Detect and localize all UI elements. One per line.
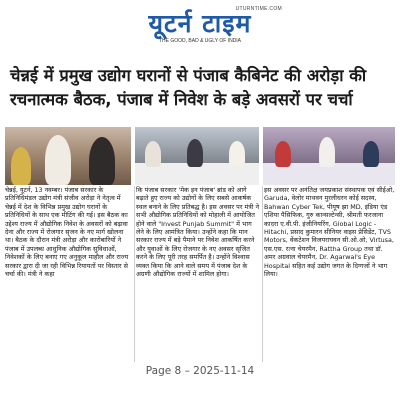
- column-divider: [134, 186, 135, 362]
- article-column-3: इस अवसर पर अनंतिक्ष जयप्रकाश संस्थापक एवं सीईओ, Garuda, वेलोर माथवन मुरलीधरन कोई सदस्य, Bahwan Cyber Tek, पीयूष झा MD, इंडिया एंड एशिया पैसिफिक, गुरु कान्सल्टेन्सी, श्रीमती फरजाना कादरा ए.वी.पी. इंजीनियरिंग, Global Logic - Hitachi, प्रसाद कुमारन सीनियर वाइस प्रेसिडेंट, TVS Motors, वेंकटेशन विजयराघवन सी.ओ.ओ, Virtusa, एस.एस. रत्ना चेयरमैन, Rattha Group तथा डॉ. अमर अग्रवाल चेयरमैन, Dr. Agarwal's Eye Hospital सहित कई उद्योग जगत के दिग्गजों ने भाग लिया।: [264, 186, 395, 279]
- meeting-photo-2: [135, 127, 259, 185]
- meeting-photo-1: [5, 127, 131, 185]
- meeting-photo-3: [263, 127, 395, 185]
- site-url: UTURNTIME.COM: [235, 6, 282, 12]
- article-headline: चेन्नई में प्रमुख उद्योग घरानों से पंजाब कैबिनेट की अरोड़ा की रचनात्मक बैठक, पंजाब में निवेश के बड़े अवसरों पर चर्चा: [10, 66, 367, 109]
- article-column-1: चेन्नई, यूटर्न, 13 नवम्बर। पंजाब सरकार के प्रतिनिधिमंडल उद्योग मंत्री संजीव अरोड़ा ने नेतृत्व में चेन्नई में देश के विभिन्न प्रमुख उद्योग घरानों के प्रतिनिधियों के साथ एक मीटिंग की गई। इस बैठक का उद्देश्य राज्य में औद्योगिक निवेश के अवसरों को बढ़ावा देना और राज्य में रोजगार सृजन के नए मार्ग खोलना था। बैठक के दौरान मंत्री अरोड़ा और कारोबारियों ने पंजाब में उपलब्ध आधुनिक औद्योगिक सुविधाओं, निवेशकों के लिए बनाए गए अनुकूल माहौल और राज्य सरकार द्वारा दी जा रही विभिन्न रियायतों पर विस्तार से चर्चा की। मंत्री ने कहा: [5, 186, 129, 279]
- tagline: THE GOOD, BAD & UGLY OF INDIA: [158, 38, 242, 44]
- column-divider: [262, 186, 263, 362]
- masthead: [0, 0, 400, 46]
- article-body: [5, 186, 395, 362]
- page-footer: Page 8 – 2025-11-14: [145, 365, 255, 377]
- photo-strip: [5, 127, 395, 185]
- article-column-2: कि पंजाब सरकार 'मेक इन पंजाब' ब्रांड को आगे बढ़ाते हुए राज्य को उद्योगों के लिए सबसे आकर्षक स्थल बनाने के लिए प्रतिबद्ध है। इस अवसर पर मंत्री ने सभी औद्योगिक प्रतिनिधियों को मोहाली में आयोजित होने वाले "Invest Punjab Summit" में भाग लेने के लिए आमंत्रित किया। उन्होंने कहा कि मान सरकार राज्य में बड़े पैमाने पर निवेश आकर्षित करने और युवाओं के लिए रोजगार के नए अवसर सृजित करने के लिए पूरी तरह समर्पित है। उन्होंने विश्वास व्यक्त किया कि आने वाले समय में पंजाब देश के अग्रणी औद्योगिक राज्यों में शामिल होगा।: [136, 186, 260, 279]
- brand-logo: यूटर्न टाइम: [148, 9, 252, 38]
